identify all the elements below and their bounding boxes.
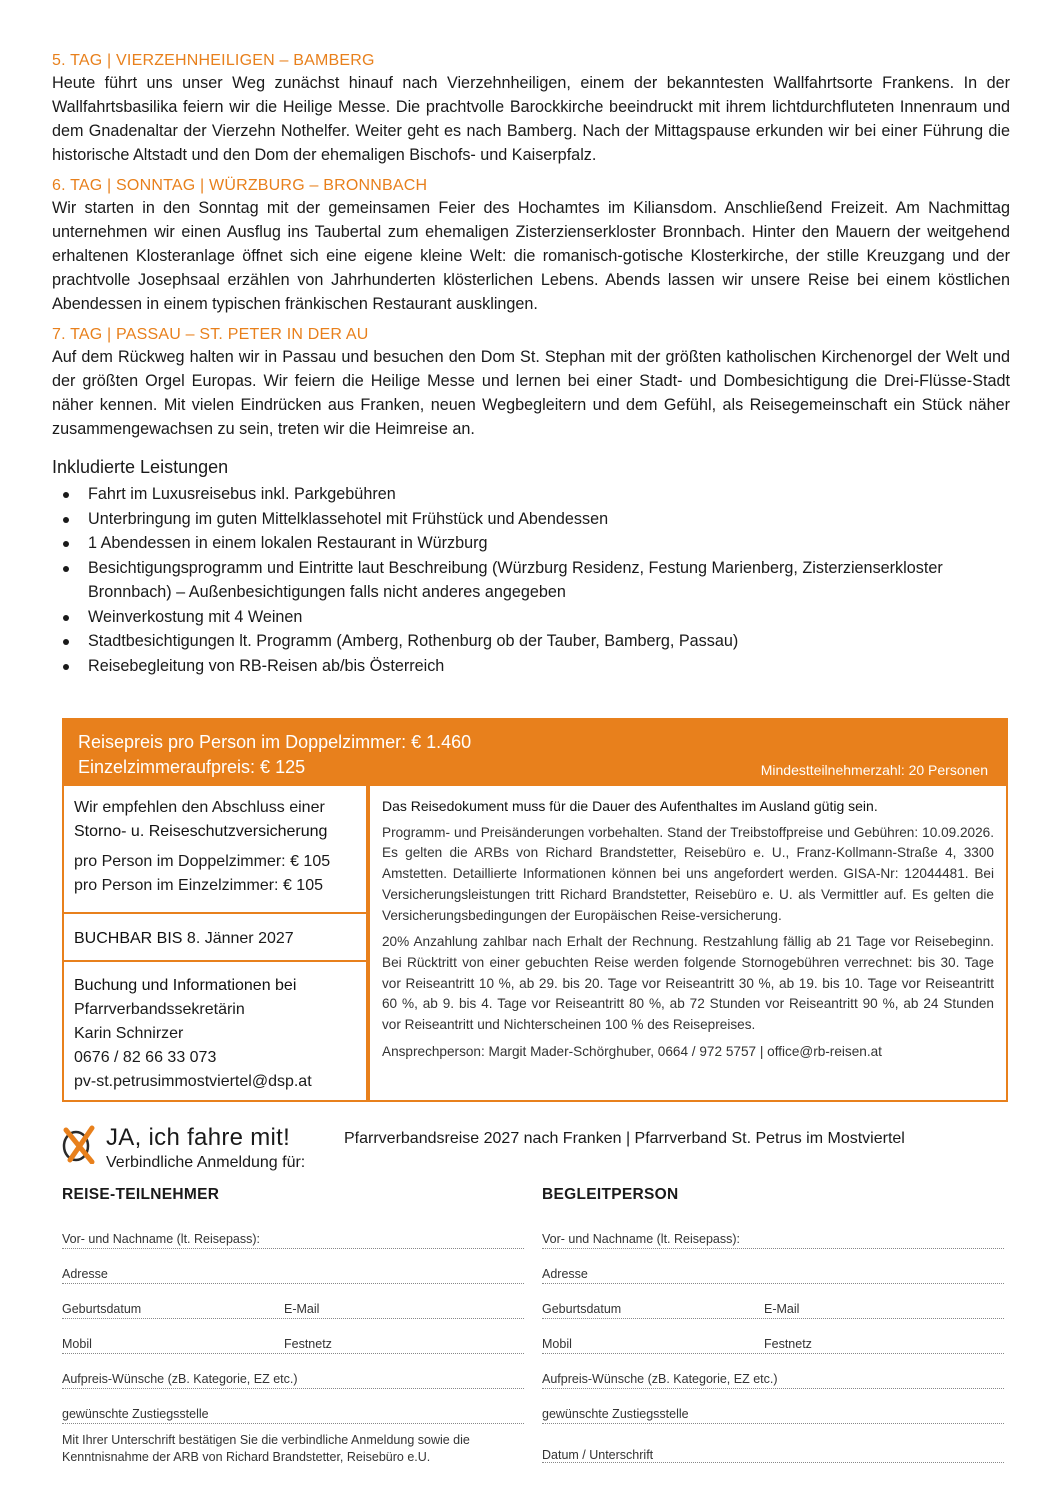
program-text [52, 50, 1010, 678]
landline-label: Festnetz [764, 1337, 812, 1351]
birth-label: Geburtsdatum [62, 1302, 142, 1316]
birth-email-field[interactable] [542, 1284, 1004, 1319]
wishes-label: Aufpreis-Wünsche (zB. Kategorie, EZ etc.) [62, 1372, 298, 1386]
contact-person: Ansprechperson: Margit Mader-Schörghuber, 0664 / 972 5757 | office@rb-reisen.at [382, 1043, 882, 1059]
insurance-name: Storno- u. Reiseschutzversicherung [74, 823, 328, 840]
phone-field[interactable] [62, 1319, 524, 1354]
contact-box [64, 962, 368, 1102]
day-title: 7. TAG | PASSAU – ST. PETER IN DER AU [52, 326, 369, 343]
bookable-date: 8. Jänner 2027 [186, 930, 294, 947]
name-field[interactable] [62, 1214, 524, 1249]
email-label: E-Mail [284, 1302, 320, 1316]
day-text: Heute führt uns unser Weg zunächst hinauf nach Vierzehnheiligen, einem der bekanntesten Wallfahrtsorte Frankens. In der Wallfahrtsbasilika feiern wir die Heilige Messe. Die prachtvolle Barockkirche beeindruckt mit ihrem lichtdurchfluteten Innenraum und dem Gnadenaltar der Vierzehn Nothelfer. Weiter geht es nach Bamberg. Nach der Mittagspause erkunden wir bei einer Führung die historische Altstadt und den Dom der ehemaligen Bischofs- und Kaiserpfalz. [52, 74, 1010, 164]
name-label: Vor- und Nachname (lt. Reisepass): [542, 1232, 741, 1246]
birth-email-field[interactable] [62, 1284, 524, 1319]
contact-line: Karin Schnirzer [74, 1025, 184, 1042]
column-divider [368, 786, 370, 1100]
checkbox-x-icon [62, 1124, 98, 1164]
mobile-label: Mobil [62, 1337, 92, 1351]
trip-title: Pfarrverbandsreise 2027 nach Franken | Pfarrverband St. Petrus im Mostviertel [344, 1130, 905, 1147]
name-label: Vor- und Nachname (lt. Reisepass): [62, 1232, 261, 1246]
day-text: Auf dem Rückweg halten wir in Passau und besuchen den Dom St. Stephan mit der größten katholischen Kirchenorgel der Welt und der größten Orgel Europas. Wir feiern die Heilige Messe und lernen bei einer Stadt- und Dombesichtigung die Drei-Flüsse-Stadt näher kennen. Mit vielen Eindrücken aus Franken, neuen Wegbegleitern und dem Gefühl, als Reisegemeinschaft ein Stück näher zusammengewachsen zu sein, treten wir die Heimreise an. [52, 348, 1010, 438]
companion-title: BEGLEITPERSON [542, 1186, 679, 1203]
list-item: Unterbringung im guten Mittelklassehotel mit Frühstück und Abendessen [88, 507, 1010, 532]
services-list [52, 482, 1010, 678]
list-item: Fahrt im Luxusreisebus inkl. Parkgebühren [88, 482, 1010, 507]
price-header [64, 720, 1006, 786]
price-box [62, 718, 1008, 1102]
insurance-box [64, 786, 368, 914]
contact-title: Buchung und Informationen bei [74, 977, 297, 994]
day-title: 5. TAG | VIERZEHNHEILIGEN – BAMBERG [52, 52, 375, 69]
price-left-column [64, 786, 368, 1102]
address-field[interactable] [542, 1249, 1004, 1284]
address-label: Adresse [542, 1267, 588, 1281]
registration-headline: JA, ich fahre mit! [106, 1124, 291, 1151]
registration-subline: Verbindliche Anmeldung für: [106, 1154, 306, 1171]
terms-column [382, 796, 994, 1068]
insurance-dz: pro Person im Doppelzimmer: € 105 [74, 853, 331, 870]
services-title: Inkludierte Leistungen [52, 457, 229, 477]
day-title: 6. TAG | SONNTAG | WÜRZBURG – BRONNBACH [52, 177, 428, 194]
stop-label: gewünschte Zustiegsstelle [542, 1407, 689, 1421]
list-item: Besichtigungsprogramm und Eintritte laut Beschreibung (Würzburg Residenz, Festung Marienberg, Zisterzienserkloster Bronnbach) – Außenbesichtigungen falls nicht anderes angegeben [88, 556, 1010, 605]
min-participants: Mindestteilnehmerzahl: 20 Personen [760, 762, 988, 778]
phone-field[interactable] [542, 1319, 1004, 1354]
participant-title: REISE-TEILNEHMER [62, 1186, 220, 1203]
stop-field[interactable] [542, 1389, 1004, 1424]
mobile-label: Mobil [542, 1337, 572, 1351]
email-label: E-Mail [764, 1302, 800, 1316]
landline-label: Festnetz [284, 1337, 332, 1351]
bookable-box [64, 914, 368, 962]
address-label: Adresse [62, 1267, 108, 1281]
contact-line: Pfarrverbandssekretärin [74, 1001, 245, 1018]
insurance-intro: Wir empfehlen den Abschluss einer [74, 799, 325, 816]
terms-text: Programm- und Preisänderungen vorbehalten. Stand der Treibstoffpreise und Gebühren: 10.09.2026. Es gelten die ARBs von Richard Brandstetter, Reisebüro e. U., Franz-Kollmann-Straße 4, 3300 Amstetten. Detaillierte Informationen können bei uns angefordert werden. GISA-Nr: 12044481. Bei Versicherungsleistungen tritt Richard Brandstetter, Reisebüro e. U. als Vermittler auf. Es gelten die Versicherungsbedingungen der Europäischen Reise-versicherung. [382, 824, 994, 923]
list-item: Reisebegleitung von RB-Reisen ab/bis Österreich [88, 654, 1010, 679]
wishes-label: Aufpreis-Wünsche (zB. Kategorie, EZ etc.) [542, 1372, 778, 1386]
stop-label: gewünschte Zustiegsstelle [62, 1407, 209, 1421]
list-item: Stadtbesichtigungen lt. Programm (Amberg, Rothenburg ob der Tauber, Bamberg, Passau) [88, 629, 1010, 654]
price-single-supplement: Einzelzimmeraufpreis: € 125 [78, 757, 306, 777]
address-field[interactable] [62, 1249, 524, 1284]
document-note: Das Reisedokument muss für die Dauer des Aufenthaltes im Ausland gütig sein. [382, 798, 878, 814]
day-text: Wir starten in den Sonntag mit der gemeinsamen Feier des Hochamtes im Kiliansdom. Anschließend Freizeit. Am Nachmittag unternehmen wir einen Ausflug ins Taubertal zum ehemaligen Zisterzienserkloster Bronnbach. Hinter den Mauern der weitgehend erhaltenen Klosteranlage öffnet sich eine eigene kleine Welt: die romanisch-gotische Klosterkirche, der stille Kreuzgang und der prachtvolle Josephsaal erzählen von Jahrhunderten klösterlichen Lebens. Abends lassen wir unsere Reise bei einem köstlichen Abendessen in einem typischen fränkischen Restaurant ausklingen. [52, 199, 1010, 313]
birth-label: Geburtsdatum [542, 1302, 622, 1316]
day-7 [52, 324, 1010, 441]
bookable-label: BUCHBAR BIS [74, 930, 183, 947]
signature-label: Datum / Unterschrift [542, 1448, 654, 1462]
list-item: Weinverkostung mit 4 Weinen [88, 605, 1010, 630]
price-double-room: Reisepreis pro Person im Doppelzimmer: € 1.460 [78, 732, 472, 752]
stop-field[interactable] [62, 1389, 524, 1424]
wishes-field[interactable] [542, 1354, 1004, 1389]
insurance-ez: pro Person im Einzelzimmer: € 105 [74, 877, 323, 894]
participant-form [62, 1186, 524, 1424]
day-6 [52, 175, 1010, 316]
contact-line: 0676 / 82 66 33 073 [74, 1049, 217, 1066]
list-item: 1 Abendessen in einem lokalen Restaurant in Würzburg [88, 531, 1010, 556]
day-5 [52, 50, 1010, 167]
wishes-field[interactable] [62, 1354, 524, 1389]
registration-header [62, 1124, 1008, 1174]
contact-email[interactable]: pv-st.petrusimmostviertel@dsp.at [74, 1073, 312, 1090]
payment-text: 20% Anzahlung zahlbar nach Erhalt der Rechnung. Restzahlung fällig ab 21 Tage vor Reisebeginn. Bei Rücktritt von einer gebuchten Reise werden folgende Stornogebühren verrechnet: bis 30. Tage vor Reiseantritt 10 %, ab 29. bis 20. Tage vor Reiseantritt 30 %, ab 19. bis 10. Tage vor Reiseantritt 60 %, ab 9. bis 4. Tage vor Reiseantritt 80 %, ab 72 Stunden vor Reiseantritt 90 %, ab 24 Stunden vor Reiseantritt und Nichterscheinen 100 % des Reisepreises. [382, 934, 994, 1033]
name-field[interactable] [542, 1214, 1004, 1249]
confirmation-text: Mit Ihrer Unterschrift bestätigen Sie die verbindliche Anmeldung sowie die Kenntnisnahme der ARB von Richard Brandstetter, Reisebüro e.U. [62, 1433, 470, 1464]
companion-form [542, 1186, 1004, 1424]
